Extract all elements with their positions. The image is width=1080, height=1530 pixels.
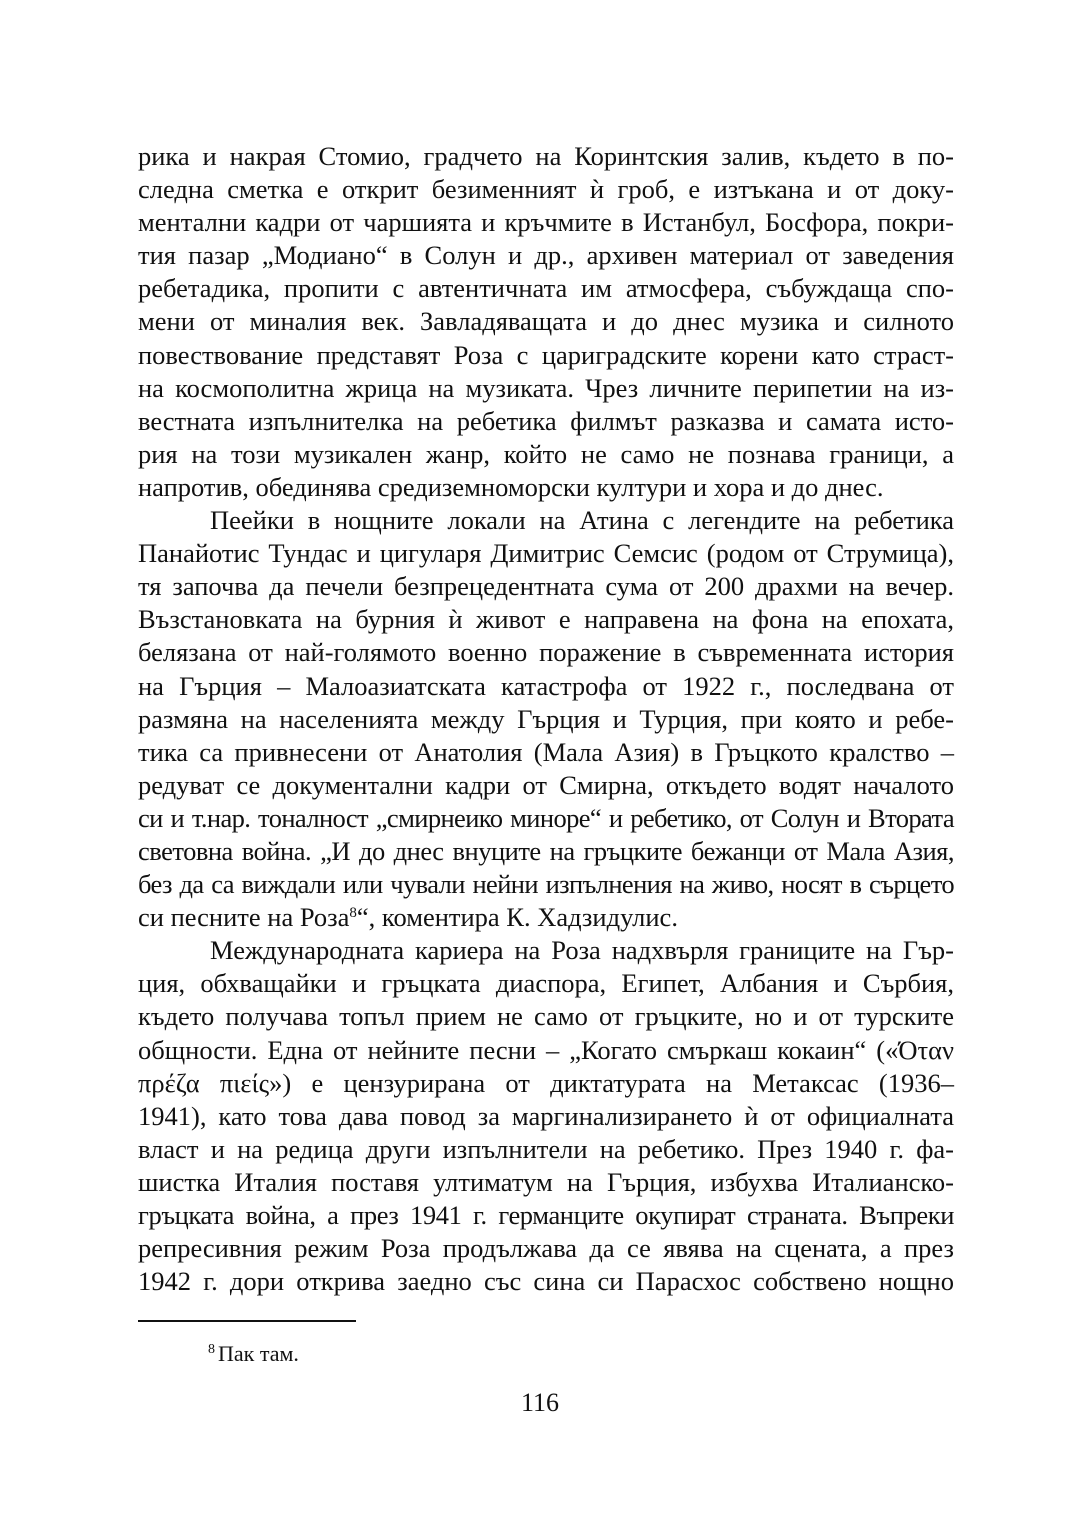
text-line <box>138 901 954 934</box>
text-line: на Гърция – Малоазиатската катастрофа от 1922 г., последвана от <box>138 670 954 701</box>
body-text <box>138 140 954 1298</box>
text-line: шистка Италия поставя ултиматум на Гърция, избухва Италианско- <box>138 1166 954 1197</box>
text-line: следна сметка е открит безименният ѝ гроб, е изтъкана и от доку- <box>138 174 954 205</box>
text-line: гръцката война, а през 1941 г. германците окупират страната. Въпреки <box>138 1200 954 1230</box>
text-line: без да са виждали или чували нейни изпълнения на живо, носят в сърцето <box>138 869 954 900</box>
text-line: редуват се документални кадри от Смирна, откъдето водят началото <box>138 769 954 800</box>
text-line: рика и накрая Стомио, градчето на Коринтския залив, където в по- <box>138 141 954 171</box>
page-number: 116 <box>520 1388 560 1417</box>
text-line: рия на този музикален жанр, който не само не познава граници, а <box>138 438 954 469</box>
text-line: Пеейки в нощните локали на Атина с легендите на ребетика <box>210 505 954 536</box>
text-line: мени от миналия век. Завладяващата и до днес музика и силното <box>138 306 954 337</box>
text-line: тия пазар „Модиано“ в Солун и др., архивен материал от заведения <box>138 240 954 271</box>
closing-text: си песните на Роза <box>138 902 350 933</box>
footnote-text: Пак там. <box>218 1341 299 1366</box>
text-line: напротив, обединява средиземноморски култури и хора и до днес. <box>138 471 884 502</box>
text-line: размяна на населенията между Гърция и Турция, при която и ребе- <box>138 703 954 734</box>
text-line: 1941), като това дава повод за маргинализирането ѝ от официалната <box>138 1100 954 1131</box>
text-line: ментални кадри от чаршията и кръчмите в Истанбул, Босфора, покри- <box>138 207 954 238</box>
footnote-reference[interactable]: 8 <box>349 905 357 922</box>
footnote <box>208 1341 299 1367</box>
paragraph-2 <box>138 504 954 934</box>
text-line: Международната кариера на Роза надхвърля границите на Гър- <box>210 935 954 966</box>
text-line: където получава топъл прием не само от гръцките, но и от турските <box>138 1001 954 1032</box>
text-line: тя започва да печели безпрецедентната сума от 200 драхми на вечер. <box>138 571 954 602</box>
footnote-marker: 8 <box>208 1342 215 1357</box>
text-line: Панайотис Тундас и цигуларя Димитрис Семсис (родом от Струмица), <box>138 538 954 569</box>
text-line: πρέζα πιείς») е цензурирана от диктатурата на Метаксас (1936– <box>138 1067 954 1098</box>
text-line: световна война. „И до днес внуците на гръцките бежанци от Мала Азия, <box>138 835 954 866</box>
paragraph-3 <box>138 934 954 1298</box>
text-line: тика са привнесени от Анатолия (Мала Азия) в Гръцкото кралство – <box>138 736 954 767</box>
text-line: репресивния режим Роза продължава да се явява на сцената, а през <box>138 1233 954 1264</box>
text-line: власт и на редица други изпълнители на ребетико. През 1940 г. фа- <box>138 1133 954 1164</box>
text-line: общности. Една от нейните песни – „Когато смъркаш кокаин“ («Όταν <box>138 1034 954 1065</box>
text-line: на космополитна жрица на музиката. Чрез личните перипетии на из- <box>138 372 954 403</box>
text-line: 1942 г. дори открива заедно със сина си Парасхос собствено нощно <box>138 1266 954 1297</box>
text-line: Възстановката на бурния ѝ живот е направена на фона на епохата, <box>138 604 954 635</box>
footnote-divider <box>138 1320 356 1322</box>
text-line: ция, обхващайки и гръцката диаспора, Египет, Албания и Сърбия, <box>138 968 954 999</box>
text-line: вестната изпълнителка на ребетика филмът разказва и самата исто- <box>138 405 954 436</box>
paragraph-1 <box>138 140 954 504</box>
text-line: си и т.нар. тоналност „смирнеико миноре“ и ребетико, от Солун и Втората <box>138 802 954 833</box>
text-line: повествование представят Роза с цариградските корени като страст- <box>138 339 954 370</box>
closing-text: “, коментира К. Хадзидулис. <box>356 902 678 933</box>
text-line: белязана от най-голямото военно поражение в съвременната история <box>138 637 954 668</box>
text-line: ребетадика, пропити с автентичната им атмосфера, събуждаща спо- <box>138 273 954 304</box>
